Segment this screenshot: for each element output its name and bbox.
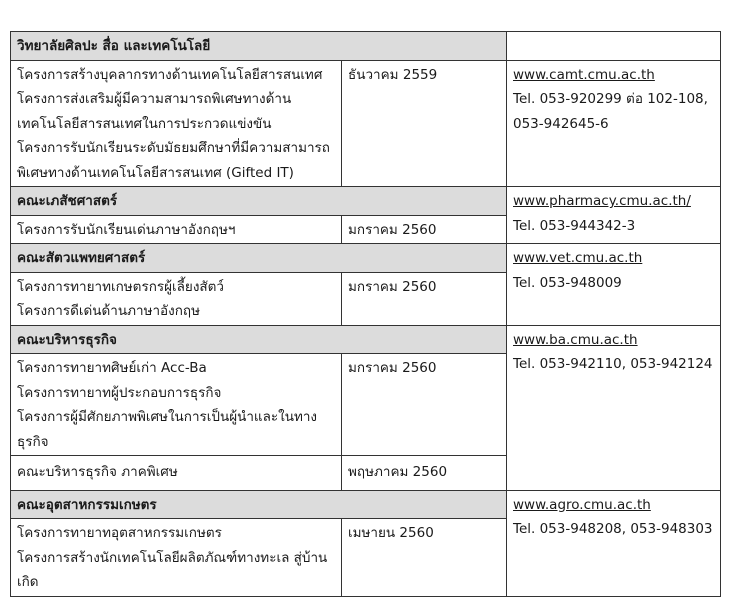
website-link[interactable]: www.ba.cmu.ac.th	[513, 331, 638, 348]
website-link[interactable]: www.agro.cmu.ac.th	[513, 496, 651, 513]
phone-line: Tel. 053-948208, 053-948303	[513, 521, 713, 537]
program-cell	[11, 354, 342, 456]
program-cell	[11, 215, 342, 244]
program-line: โครงการสร้างนักเทคโนโลยีผลิตภัณฑ์ทางทะเล สู่บ้าน	[17, 549, 328, 566]
program-row	[11, 60, 721, 187]
program-line: โครงการทายาทอุตสาหกรรมเกษตร	[17, 525, 222, 541]
program-cell	[11, 60, 342, 187]
program-line: พิเศษทางด้านเทคโนโลยีสารสนเทศ (Gifted IT)	[17, 164, 294, 181]
program-line: โครงการทายาทศิษย์เก่า Acc-Ba	[17, 360, 207, 376]
program-cell	[11, 272, 342, 325]
program-line: โครงการส่งเสริมผู้มีความสามารถพิเศษทางด้าน	[17, 91, 292, 107]
program-line: เทคโนโลยีสารสนเทศในการประกวดแข่งขัน	[17, 115, 272, 132]
section-title: คณะอุตสาหกรรมเกษตร	[11, 490, 507, 519]
program-line: เกิด	[17, 574, 39, 590]
section-header-row	[11, 490, 721, 519]
program-line: โครงการทายาทเกษตรกรผู้เลี้ยงสัตว์	[17, 278, 225, 295]
phone-line: Tel. 053-920299 ต่อ 102-108,	[513, 91, 708, 107]
program-line: คณะบริหารธุรกิจ ภาคพิเศษ	[17, 464, 178, 480]
date-cell: มกราคม 2560	[342, 215, 507, 244]
date-cell: มกราคม 2560	[342, 354, 507, 456]
program-line: โครงการรับนักเรียนระดับมัธยมศึกษาที่มีความสามารถ	[17, 140, 330, 156]
section-header-row	[11, 187, 721, 216]
date-cell: ธันวาคม 2559	[342, 60, 507, 187]
section-header-row	[11, 32, 721, 61]
contact-cell	[507, 244, 721, 326]
program-line: โครงการสร้างบุคลากรทางด้านเทคโนโลยีสารสนเทศ	[17, 66, 323, 83]
program-line: โครงการรับนักเรียนเด่นภาษาอังกฤษฯ	[17, 221, 236, 238]
program-line: โครงการผู้มีศักยภาพพิเศษในการเป็นผู้นำและในทาง	[17, 409, 318, 425]
program-cell	[11, 456, 342, 491]
section-title: คณะบริหารธุรกิจ	[11, 325, 507, 354]
website-link[interactable]: www.vet.cmu.ac.th	[513, 250, 643, 266]
program-cell	[11, 519, 342, 597]
section-title: คณะสัตวแพทยศาสตร์	[11, 244, 507, 273]
phone-line: Tel. 053-942110, 053-942124	[513, 356, 713, 372]
website-link[interactable]: www.camt.cmu.ac.th	[513, 66, 655, 83]
phone-line: Tel. 053-944342-3	[513, 217, 636, 234]
phone-line: 053-942645-6	[513, 115, 609, 132]
program-line: ธุรกิจ	[17, 433, 49, 450]
section-header-blank	[507, 32, 721, 61]
date-cell: พฤษภาคม 2560	[342, 456, 507, 491]
section-title: คณะเภสัชศาสตร์	[11, 187, 507, 216]
section-title: วิทยาลัยศิลปะ สื่อ และเทคโนโลยี	[11, 32, 507, 61]
program-line: โครงการดีเด่นด้านภาษาอังกฤษ	[17, 303, 200, 319]
website-link[interactable]: www.pharmacy.cmu.ac.th/	[513, 193, 691, 209]
contact-cell	[507, 187, 721, 244]
section-header-row	[11, 325, 721, 354]
contact-cell	[507, 490, 721, 596]
contact-cell	[507, 325, 721, 490]
admissions-table	[10, 31, 721, 597]
section-header-row	[11, 244, 721, 273]
program-line: โครงการทายาทผู้ประกอบการธุรกิจ	[17, 384, 222, 401]
date-cell: เมษายน 2560	[342, 519, 507, 597]
date-cell: มกราคม 2560	[342, 272, 507, 325]
contact-cell	[507, 60, 721, 187]
phone-line: Tel. 053-948009	[513, 274, 622, 291]
